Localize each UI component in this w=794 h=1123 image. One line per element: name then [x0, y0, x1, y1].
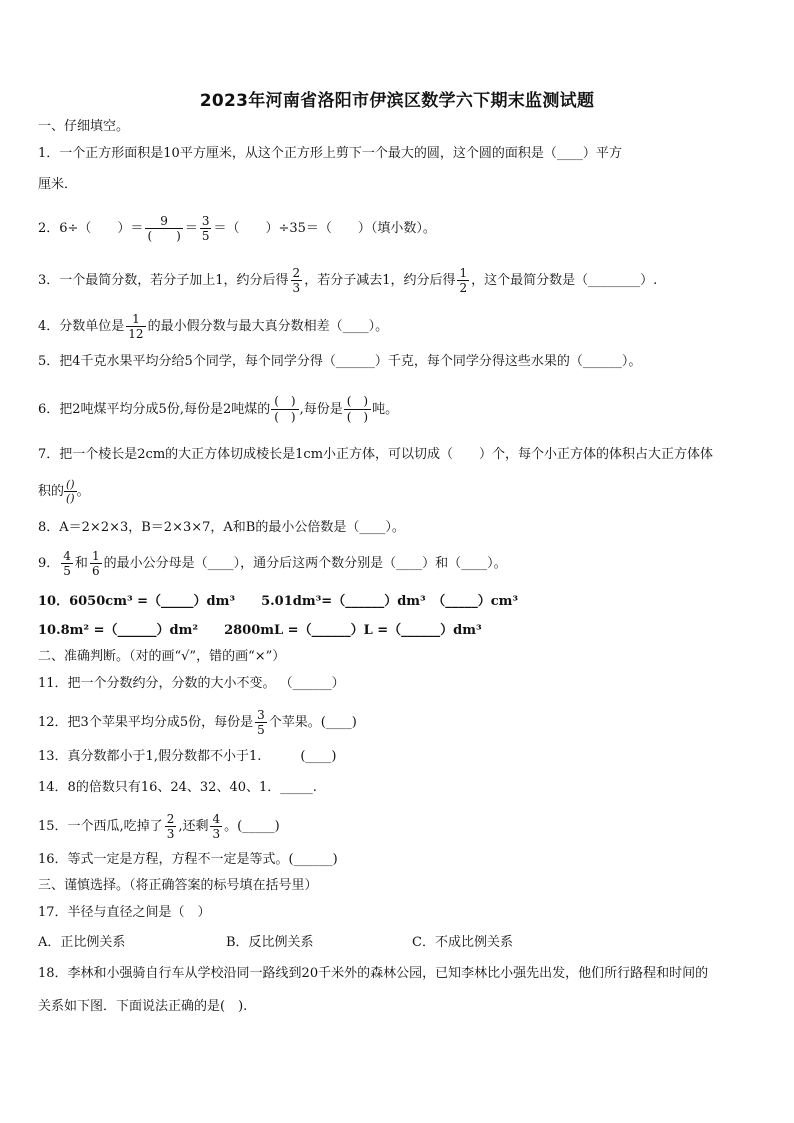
question-3 — [38, 266, 657, 295]
question-4 — [38, 312, 388, 341]
q6-text-3: 吨。 — [372, 402, 399, 417]
q6-fraction-2: $\frac{( )}{( )}$ — [344, 394, 371, 425]
q7-text-2: 。 — [76, 484, 90, 499]
question-17: 17．半径与直径之间是（ ） — [38, 905, 211, 920]
q3-text-2: ，若分子减去1，约分后得 — [304, 273, 456, 288]
q2-text-2: ＝（ ）÷35＝（ ）（填小数）。 — [213, 221, 436, 236]
question-17-options — [38, 934, 513, 952]
q15-fraction-1: $\frac{2}{3}$ — [166, 812, 175, 841]
q9-fraction-2: $\frac{1}{6}$ — [91, 549, 100, 578]
q3-fraction-2: $\frac{1}{2}$ — [459, 266, 468, 295]
page-title: 2023年河南省洛阳市伊滨区数学六下期末监测试题 — [199, 91, 595, 111]
q15-text-1: 15．一个西瓜,吃掉了 — [38, 819, 163, 834]
q15-text-3: 。(_____) — [224, 819, 280, 834]
q15-fraction-2: $\frac{4}{3}$ — [212, 812, 221, 841]
question-10-line-2: 10.8m² =（______）dm² 2800mL =（______）L =（______）dm³ — [38, 623, 482, 638]
q4-fraction: $\frac{1}{12}$ — [128, 312, 144, 341]
q9-text: 的最小公分母是（____），通分后这两个数分别是（____）和（____）。 — [103, 556, 507, 571]
q15-text-2: ,还剩 — [178, 819, 209, 834]
question-8: 8．A＝2×2×3，B＝2×3×7，A和B的最小公倍数是（____）。 — [38, 520, 405, 535]
q2-text-1: 2．6÷（ ）＝ — [38, 221, 144, 236]
question-14: 14．8的倍数只有16、24、32、40、1．_____. — [38, 780, 317, 795]
question-18-line-2: 关系如下图．下面说法正确的是( ). — [38, 999, 248, 1014]
q17-option-c[interactable]: C．不成比例关系 — [412, 935, 513, 950]
q6-fraction-1: $\frac{( )}{( )}$ — [271, 394, 298, 425]
question-1-line-2: 厘米． — [38, 177, 78, 192]
question-12 — [38, 708, 357, 737]
q7-text-1: 积的 — [38, 484, 65, 499]
q9-and: 和 — [74, 556, 88, 571]
question-9 — [38, 549, 507, 578]
question-1-line-1: 1．一个正方形面积是10平方厘米，从这个正方形上剪下一个最大的圆，这个圆的面积是（____）平方 — [38, 146, 622, 161]
q12-text-2: 个苹果。(____) — [268, 715, 357, 730]
question-7-line-1: 7．把一个棱长是2cm的大正方体切成棱长是1cm小正方体，可以切成（ ）个，每个小正方体的体积占大正方体体 — [38, 447, 714, 462]
q4-text-1: 4．分数单位是 — [38, 319, 125, 334]
q17-option-b[interactable]: B．反比例关系 — [226, 935, 314, 950]
q3-text-1: 3．一个最简分数，若分子加上1，约分后得 — [38, 273, 289, 288]
q6-text-2: ,每份是 — [299, 402, 343, 417]
question-6 — [38, 394, 398, 425]
question-18-line-1: 18．李林和小强骑自行车从学校沿同一路线到20千米外的森林公园，已知李林比小强先出发，他们所行路程和时间的 — [38, 966, 709, 981]
q4-text-2: 的最小假分数与最大真分数相差（____）。 — [147, 319, 389, 334]
q12-text-1: 12．把3个苹果平均分成5份，每份是 — [38, 715, 254, 730]
section-heading-judge: 二、准确判断。（对的画“√”，错的画“×”） — [38, 649, 286, 664]
question-13: 13．真分数都小于1,假分数都不小于1. (____) — [38, 749, 337, 764]
question-10-line-1: 10．6050cm³ =（_____）dm³ 5.01dm³=（______）dm³ （_____）cm³ — [38, 594, 519, 609]
question-11: 11．把一个分数约分，分数的大小不变。 （______） — [38, 676, 345, 691]
question-15 — [38, 812, 280, 841]
q3-fraction-1: $\frac{2}{3}$ — [292, 266, 301, 295]
q2-fraction-2: $\frac{3}{5}$ — [201, 214, 210, 243]
q12-fraction: $\frac{3}{5}$ — [257, 708, 265, 737]
q3-text-3: ，这个最简分数是（________）. — [471, 273, 658, 288]
question-16: 16．等式一定是方程，方程不一定是等式。(______) — [38, 852, 338, 867]
q6-text-1: 6．把2吨煤平均分成5份,每份是2吨煤的 — [38, 402, 271, 417]
section-heading-choice: 三、谨慎选择。（将正确答案的标号填在括号里） — [38, 878, 318, 893]
q7-fraction: $\frac{()}{()}$ — [66, 478, 75, 505]
q9-number: 9． — [38, 556, 60, 571]
question-7-line-2 — [38, 478, 90, 505]
q2-fraction-1: $\frac{9}{( )}$ — [147, 214, 181, 243]
section-heading-fill: 一、仔细填空。 — [38, 119, 130, 134]
q2-equals: ＝ — [184, 221, 198, 236]
question-2 — [38, 214, 436, 243]
question-5: 5．把4千克水果平均分给5个同学，每个同学分得（______）千克，每个同学分得这些水果的（______）。 — [38, 354, 642, 369]
q9-fraction-1: $\frac{4}{5}$ — [63, 549, 71, 578]
q17-option-a[interactable]: A．正比例关系 — [38, 935, 126, 950]
